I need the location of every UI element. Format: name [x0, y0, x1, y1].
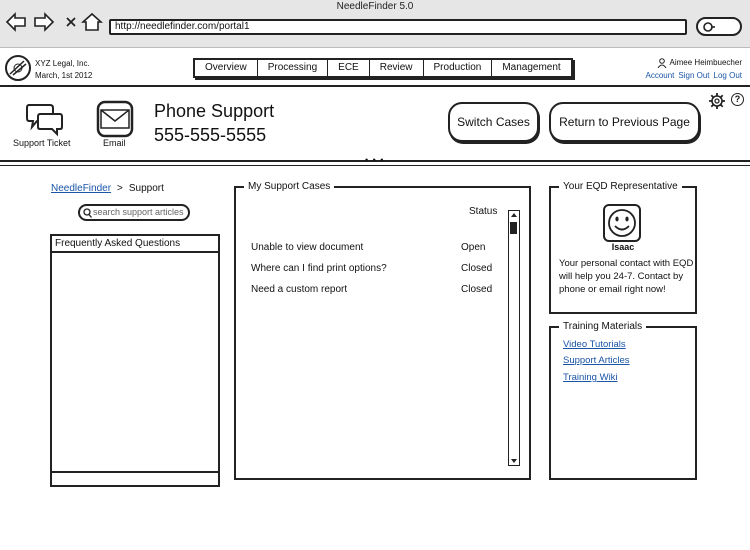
case-status: Closed: [461, 284, 493, 295]
smiley-face-icon: [605, 206, 639, 240]
case-title: Unable to view document: [251, 242, 364, 253]
user-name: Aimee Heimbuecher: [669, 58, 742, 67]
back-arrow-icon[interactable]: [5, 12, 27, 32]
training-materials-panel: [549, 321, 697, 480]
company-name: XYZ Legal, Inc.: [35, 59, 90, 68]
close-icon[interactable]: [60, 12, 82, 32]
training-wiki-link[interactable]: Training Wiki: [563, 372, 618, 383]
menu-overview[interactable]: Overview: [195, 60, 258, 76]
eqd-legend: Your EQD Representative: [559, 181, 682, 193]
account-link[interactable]: Account: [645, 71, 675, 80]
resize-handle[interactable]: • • •: [365, 155, 385, 165]
breadcrumb-current: Support: [128, 183, 164, 194]
support-cases-legend: My Support Cases: [244, 181, 334, 193]
return-to-previous-page-button[interactable]: Return to Previous Page: [549, 102, 700, 142]
menu-management[interactable]: Management: [502, 62, 561, 73]
company-logo: [5, 55, 31, 81]
breadcrumb: [51, 183, 164, 194]
current-date: March, 1st 2012: [35, 71, 93, 80]
log-out-link[interactable]: Log Out: [713, 71, 742, 80]
url-bar[interactable]: http://needlefinder.com/portal1: [109, 19, 687, 35]
case-row[interactable]: [251, 263, 501, 274]
case-status: Open: [461, 242, 486, 253]
window-title: NeedleFinder 5.0: [336, 1, 414, 12]
chat-bubbles-icon[interactable]: [26, 101, 64, 137]
support-ticket-label[interactable]: Support Ticket: [13, 138, 71, 148]
scroll-thumb[interactable]: [510, 222, 517, 234]
user-icon: [657, 58, 667, 68]
email-label[interactable]: Email: [103, 138, 126, 148]
switch-cases-button[interactable]: Switch Cases: [448, 102, 539, 142]
browser-search-box[interactable]: [696, 17, 742, 36]
breadcrumb-separator: >: [117, 183, 123, 194]
search-icon: [83, 208, 92, 218]
scroll-down-arrow-icon[interactable]: [510, 458, 518, 464]
menu-ece[interactable]: ECE: [328, 60, 370, 76]
menu-processing[interactable]: Processing: [258, 60, 328, 76]
my-support-cases-panel: [234, 181, 531, 480]
sign-out-link[interactable]: Sign Out: [678, 71, 710, 80]
case-title: Need a custom report: [251, 284, 348, 295]
user-block: [641, 56, 742, 82]
status-column-header: Status: [469, 206, 498, 217]
faq-panel: [50, 234, 220, 487]
search-placeholder: search support articles: [93, 207, 184, 217]
avatar: [603, 204, 641, 242]
eqd-representative-panel: [549, 181, 697, 314]
phone-support-title: Phone Support: [154, 101, 275, 121]
training-legend: Training Materials: [559, 321, 646, 333]
contact-strip: [0, 88, 750, 165]
case-row[interactable]: [251, 242, 501, 253]
case-status: Closed: [461, 263, 493, 274]
main-menu: [193, 58, 573, 78]
forward-arrow-icon[interactable]: [33, 12, 55, 32]
envelope-icon[interactable]: [96, 100, 134, 138]
menu-production[interactable]: Production: [424, 60, 493, 76]
phone-number: 555-555-5555: [154, 125, 267, 145]
case-row[interactable]: [251, 284, 501, 295]
gear-icon[interactable]: [708, 92, 726, 110]
search-icon: [702, 21, 716, 33]
cases-scrollbar[interactable]: [508, 210, 520, 466]
search-support-articles-input[interactable]: [78, 204, 190, 221]
help-icon[interactable]: ?: [731, 93, 744, 106]
case-title: Where can I find print options?: [251, 263, 387, 274]
representative-description: Your personal contact with EQD will help you 24-7. Contact by phone or email right now!: [559, 258, 694, 295]
browser-chrome: [0, 0, 750, 48]
representative-name: Isaac: [611, 242, 635, 252]
faq-footer: [52, 471, 218, 485]
scroll-up-arrow-icon[interactable]: [510, 212, 518, 218]
support-articles-link[interactable]: Support Articles: [563, 355, 630, 366]
video-tutorials-link[interactable]: Video Tutorials: [563, 339, 626, 350]
app-header: [0, 49, 750, 87]
menu-review[interactable]: Review: [370, 60, 424, 76]
faq-title[interactable]: Frequently Asked Questions: [52, 236, 218, 253]
breadcrumb-needlefinder-link[interactable]: NeedleFinder: [51, 183, 112, 194]
home-icon[interactable]: [81, 12, 103, 32]
